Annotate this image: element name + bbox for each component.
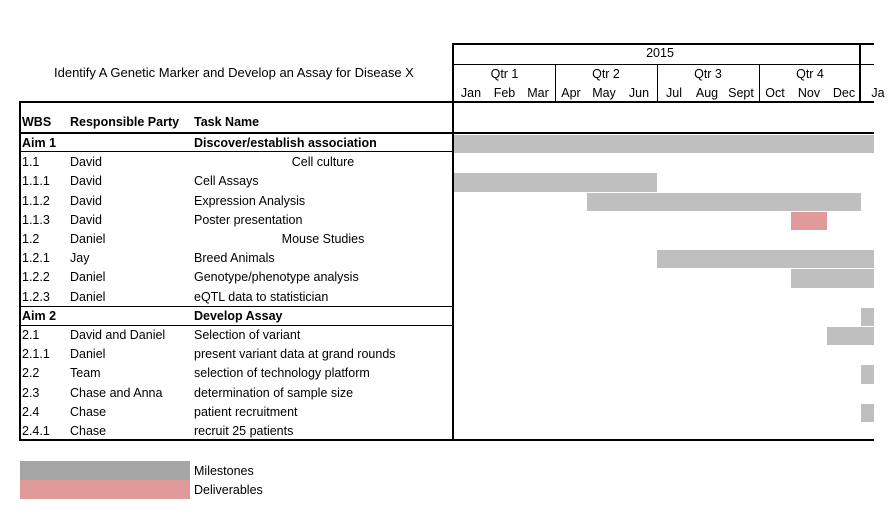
aim2-divider: [19, 325, 454, 326]
aim2-top-divider: [19, 306, 454, 307]
row-wbs: 1.2.3: [22, 289, 50, 304]
aim1-divider: [19, 151, 454, 152]
row-task: eQTL data to statistician: [194, 289, 329, 304]
row-party: David: [70, 212, 102, 227]
row-wbs: 2.1.1: [22, 347, 50, 362]
row-party: David: [70, 193, 102, 208]
row-party: Chase: [70, 424, 107, 438]
month-label: Jul: [666, 86, 682, 100]
quarter-label: Qtr 1: [490, 67, 519, 81]
timeline-right-border: [859, 43, 861, 103]
header-bottom-border: [19, 132, 874, 134]
quarter-label: Qtr 4: [796, 67, 824, 81]
milestone-bar: [861, 365, 874, 383]
row-party: Chase: [70, 404, 107, 419]
milestone-bar: [791, 269, 874, 287]
row-wbs: 2.4.1: [22, 424, 50, 438]
row-task: Expression Analysis: [194, 193, 306, 208]
table-left-border: [19, 101, 21, 441]
row-task: Breed Animals: [194, 251, 275, 266]
month-label: Sept: [728, 86, 754, 100]
row-wbs: Aim 2: [22, 308, 57, 323]
timeline-top-border: [452, 43, 874, 45]
table-bottom-border: [19, 439, 874, 441]
milestone-bar: [587, 193, 861, 211]
header-top-border: [19, 101, 874, 103]
row-task: Poster presentation: [194, 212, 303, 227]
legend-milestone-swatch: [20, 461, 190, 480]
row-party: Daniel: [70, 232, 106, 246]
row-party: Daniel: [70, 289, 106, 304]
row-wbs: 2.2: [22, 366, 40, 381]
row-party: David: [70, 174, 102, 189]
milestone-bar: [861, 404, 874, 422]
row-task: present variant data at grand rounds: [194, 347, 396, 362]
month-label: Oct: [765, 86, 785, 100]
month-label: Aug: [695, 86, 719, 100]
month-label: Dec: [832, 86, 856, 100]
month-label: Jun: [628, 86, 650, 100]
row-task: Develop Assay: [194, 308, 283, 323]
quarter-label: Qtr 2: [592, 67, 620, 81]
row-party: David: [70, 155, 102, 170]
milestone-bar: [827, 327, 874, 345]
party-header: Responsible Party: [70, 115, 180, 129]
milestone-bar: [454, 135, 874, 153]
month-label: Apr: [561, 86, 581, 100]
row-party: Chase and Anna: [70, 385, 163, 400]
row-party: Team: [70, 366, 101, 381]
row-wbs: 2.3: [22, 385, 40, 400]
year-divider: [454, 64, 874, 65]
timeline-left-border: [452, 43, 454, 441]
wbs-header: WBS: [22, 115, 52, 129]
row-task: Cell Assays: [194, 174, 259, 189]
month-label: Ja: [871, 86, 885, 100]
month-label: Nov: [797, 86, 821, 100]
legend-deliverable-swatch: [20, 480, 190, 499]
row-party: Jay: [70, 251, 90, 266]
row-wbs: 1.2.2: [22, 270, 50, 285]
row-task: Selection of variant: [194, 328, 301, 342]
row-task: patient recruitment: [194, 404, 298, 419]
row-wbs: 1.1.1: [22, 174, 50, 189]
row-wbs: 1.1: [22, 155, 40, 170]
row-party: David and Daniel: [70, 328, 166, 342]
row-task: determination of sample size: [194, 385, 354, 400]
row-wbs: 1.2: [22, 232, 40, 246]
legend-deliverable-label: Deliverables: [194, 483, 263, 497]
row-wbs: 1.1.3: [22, 212, 50, 227]
task-header: Task Name: [194, 115, 260, 129]
month-label: Mar: [527, 86, 549, 100]
row-wbs: Aim 1: [22, 136, 57, 150]
row-wbs: 2.4: [22, 404, 40, 419]
quarter-label: Qtr 3: [694, 67, 722, 81]
row-task: recruit 25 patients: [194, 424, 294, 438]
row-task: selection of technology platform: [194, 366, 370, 381]
month-label: Jan: [460, 86, 482, 100]
row-task: Cell culture: [291, 155, 355, 170]
project-title: Identify A Genetic Marker and Develop an Assay for Disease X: [54, 65, 414, 80]
row-wbs: 2.1: [22, 328, 40, 342]
row-wbs: 1.1.2: [22, 193, 50, 208]
row-task: Discover/establish association: [194, 136, 377, 150]
legend-milestone-label: Milestones: [194, 464, 254, 478]
row-party: Daniel: [70, 270, 106, 285]
row-party: Daniel: [70, 347, 106, 362]
milestone-bar: [657, 250, 874, 268]
year-label: 2015: [646, 46, 674, 60]
month-label: May: [592, 86, 616, 100]
deliverable-bar: [791, 212, 827, 230]
row-task: Genotype/phenotype analysis: [194, 270, 359, 285]
milestone-bar: [454, 173, 657, 191]
row-task: Mouse Studies: [281, 232, 365, 246]
month-label: Feb: [493, 86, 516, 100]
milestone-bar: [861, 308, 874, 326]
row-wbs: 1.2.1: [22, 251, 50, 266]
